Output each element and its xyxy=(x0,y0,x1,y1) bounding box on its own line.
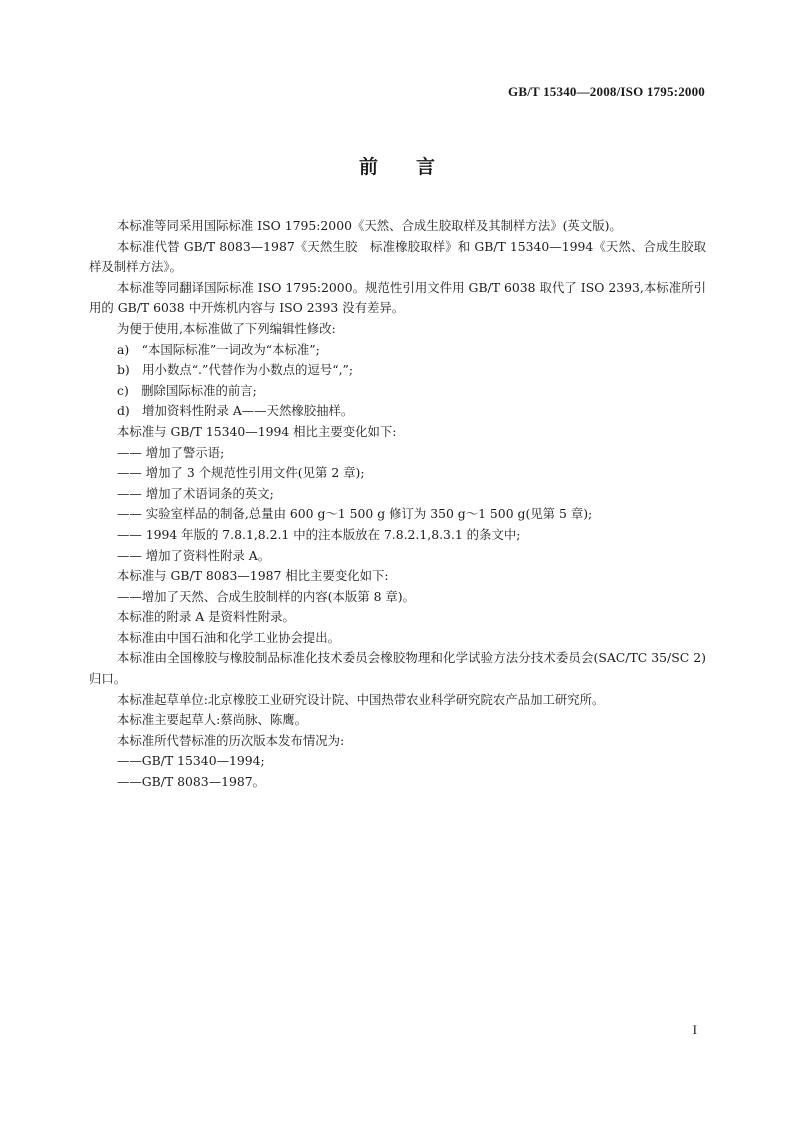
list-item: b) 用小数点“.”代替作为小数点的逗号“,”; xyxy=(117,362,354,378)
list-item: ——GB/T 15340—1994; xyxy=(117,753,265,769)
list-item: d) 增加资料性附录 A——天然橡胶抽样。 xyxy=(117,403,354,419)
page-number: I xyxy=(692,1022,697,1037)
foreword-body xyxy=(89,216,706,793)
list-item: a) “本国际标准”一词改为“本标准”; xyxy=(117,341,320,357)
paragraph: 本标准起草单位:北京橡胶工业研究设计院、中国热带农业科学研究院农产品加工研究所。 xyxy=(117,691,605,707)
paragraph: 本标准与 GB/T 15340—1994 相比主要变化如下: xyxy=(117,423,397,439)
page-title: 前言 xyxy=(358,156,473,178)
list-item: ——增加了天然、合成生胶制样的内容(本版第 8 章)。 xyxy=(117,588,416,604)
list-item: —— 1994 年版的 7.8.1,8.2.1 中的注本版放在 7.8.2.1,8.3.1 的条文中; xyxy=(117,526,521,542)
list-item: —— 实验室样品的制备,总量由 600 g～1 500 g 修订为 350 g～1 500 g(见第 5 章); xyxy=(117,506,593,522)
paragraph: 本标准由全国橡胶与橡胶制品标准化技术委员会橡胶物理和化学试验方法分技术委员会(SAC/TC 35/SC 2)归口。 xyxy=(89,650,706,687)
paragraph: 本标准的附录 A 是资料性附录。 xyxy=(117,609,295,625)
list-item: —— 增加了资料性附录 A。 xyxy=(117,547,271,563)
paragraph: 本标准由中国石油和化学工业协会提出。 xyxy=(117,629,341,645)
paragraph: 为便于使用,本标准做了下列编辑性修改: xyxy=(117,320,336,336)
list-item: —— 增加了术语词条的英文; xyxy=(117,485,274,501)
paragraph: 本标准代替 GB/T 8083—1987《天然生胶 标准橡胶取样》和 GB/T 15340—1994《天然、合成生胶取样及制样方法》。 xyxy=(89,238,706,275)
paragraph: 本标准等同采用国际标准 ISO 1795:2000《天然、合成生胶取样及其制样方法》(英文版)。 xyxy=(117,218,622,233)
paragraph: 本标准主要起草人:蔡尚脉、陈鹰。 xyxy=(117,712,308,728)
list-item: c) 删除国际标准的前言; xyxy=(117,382,257,398)
list-item: —— 增加了 3 个规范性引用文件(见第 2 章); xyxy=(117,465,365,481)
paragraph: 本标准与 GB/T 8083—1987 相比主要变化如下: xyxy=(117,568,389,584)
document-id: GB/T 15340—2008/ISO 1795:2000 xyxy=(508,84,705,99)
list-item: ——GB/T 8083—1987。 xyxy=(117,774,266,790)
paragraph: 本标准所代替标准的历次版本发布情况为: xyxy=(117,732,345,748)
paragraph: 本标准等同翻译国际标准 ISO 1795:2000。规范性引用文件用 GB/T 6038 取代了 ISO 2393,本标准所引用的 GB/T 6038 中开炼机内容与 ISO 2393 没有差异。 xyxy=(89,279,706,316)
list-item: —— 增加了警示语; xyxy=(117,444,225,460)
